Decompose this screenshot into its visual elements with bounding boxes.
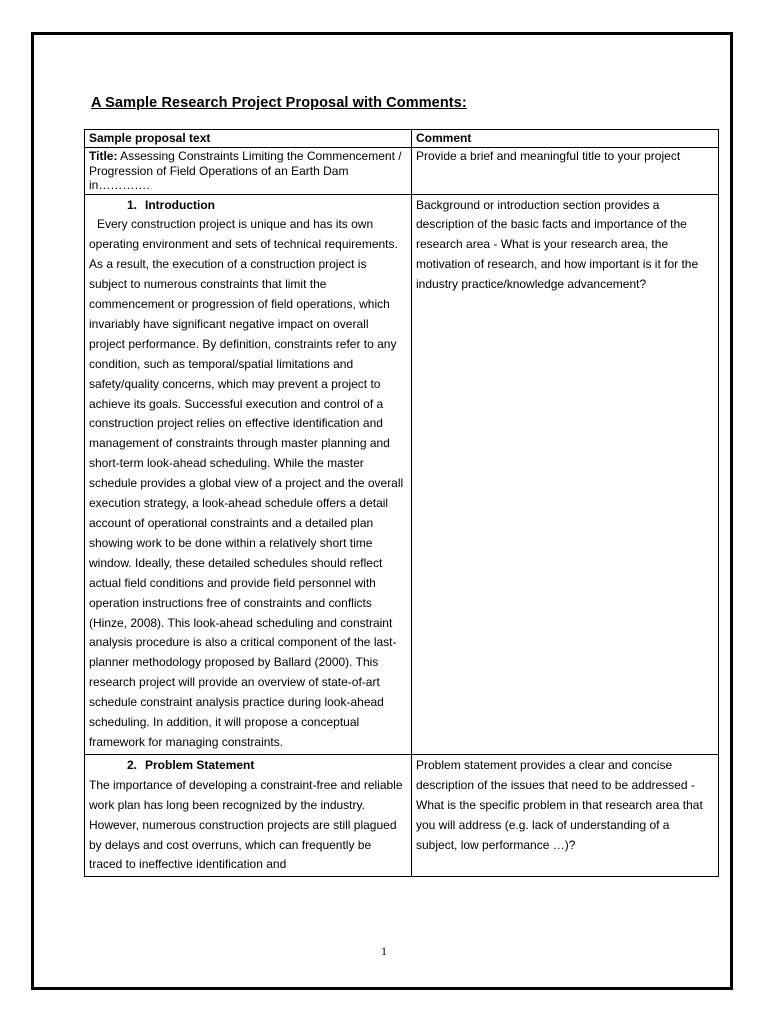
table-row-title bbox=[85, 148, 719, 195]
problem-statement-heading bbox=[89, 756, 407, 776]
problem-statement-heading-text: Problem Statement bbox=[145, 757, 255, 772]
title-cell bbox=[85, 148, 412, 195]
column-header-sample-text: Sample proposal text bbox=[85, 130, 412, 148]
column-header-comment: Comment bbox=[412, 130, 719, 148]
proposal-table bbox=[84, 129, 719, 877]
problem-statement-cell bbox=[85, 754, 412, 876]
table-header-row bbox=[85, 130, 719, 148]
problem-statement-text: The importance of developing a constraint-free and reliable work plan has long been recognized by the industry. However, numerous construction projects are still plagued by delays and cost overruns, which can frequently be traced to ineffective identification and bbox=[89, 777, 403, 872]
problem-statement-comment: Problem statement provides a clear and concise description of the issues that need to be addressed - What is the specific problem in that research area that you will address (e.g. lack of understanding of a subject, low performance …)? bbox=[412, 754, 719, 876]
introduction-number: 1. bbox=[126, 197, 137, 212]
title-comment: Provide a brief and meaningful title to your project bbox=[412, 148, 719, 195]
introduction-text: Every construction project is unique and has its own operating environment and sets of technical requirements. As a result, the execution of a construction project is subject to numerous constraints that limit the commencement or progression of field operations, which invariably have significant negative impact on overall project performance. By definition, constraints refer to any condition, such as temporal/spatial limitations and safety/quality concerns, which may prevent a project to achieve its goals. Successful execution and control of a construction project relies on effective identification and management of constraints through master planning and short-term look-ahead scheduling. While the master schedule provides a global view of a project and the overall execution strategy, a look-ahead schedule offers a detail account of operational constraints and a detailed plan showing work to be done within a relatively short time window. Ideally, these detailed schedules should reflect actual field conditions and provide field personnel with operation instructions free of constraints and conflicts (Hinze, 2008). This look-ahead scheduling and constraint analysis procedure is also a critical component of the last-planner methodology proposed by Ballard (2000). This research project will provide an overview of state-of-art schedule constraint analysis practice during look-ahead scheduling. In addition, it will propose a conceptual framework for managing constraints. bbox=[89, 217, 404, 749]
introduction-cell bbox=[85, 194, 412, 754]
title-text: Assessing Constraints Limiting the Commencement / Progression of Field Operations of an Earth Dam in…………. bbox=[89, 149, 402, 192]
introduction-heading bbox=[89, 196, 407, 216]
problem-statement-number: 2. bbox=[126, 757, 137, 772]
title-label: Title: bbox=[89, 149, 118, 163]
document-title: A Sample Research Project Proposal with Comments: bbox=[91, 95, 467, 111]
introduction-heading-text: Introduction bbox=[145, 197, 215, 212]
page-number: 1 bbox=[381, 944, 387, 958]
table-row-introduction bbox=[85, 194, 719, 754]
introduction-comment: Background or introduction section provides a description of the basic facts and importance of the research area - What is your research area, the motivation of research, and how important is it for the industry practice/knowledge advancement? bbox=[412, 194, 719, 754]
table-row-problem-statement bbox=[85, 754, 719, 876]
